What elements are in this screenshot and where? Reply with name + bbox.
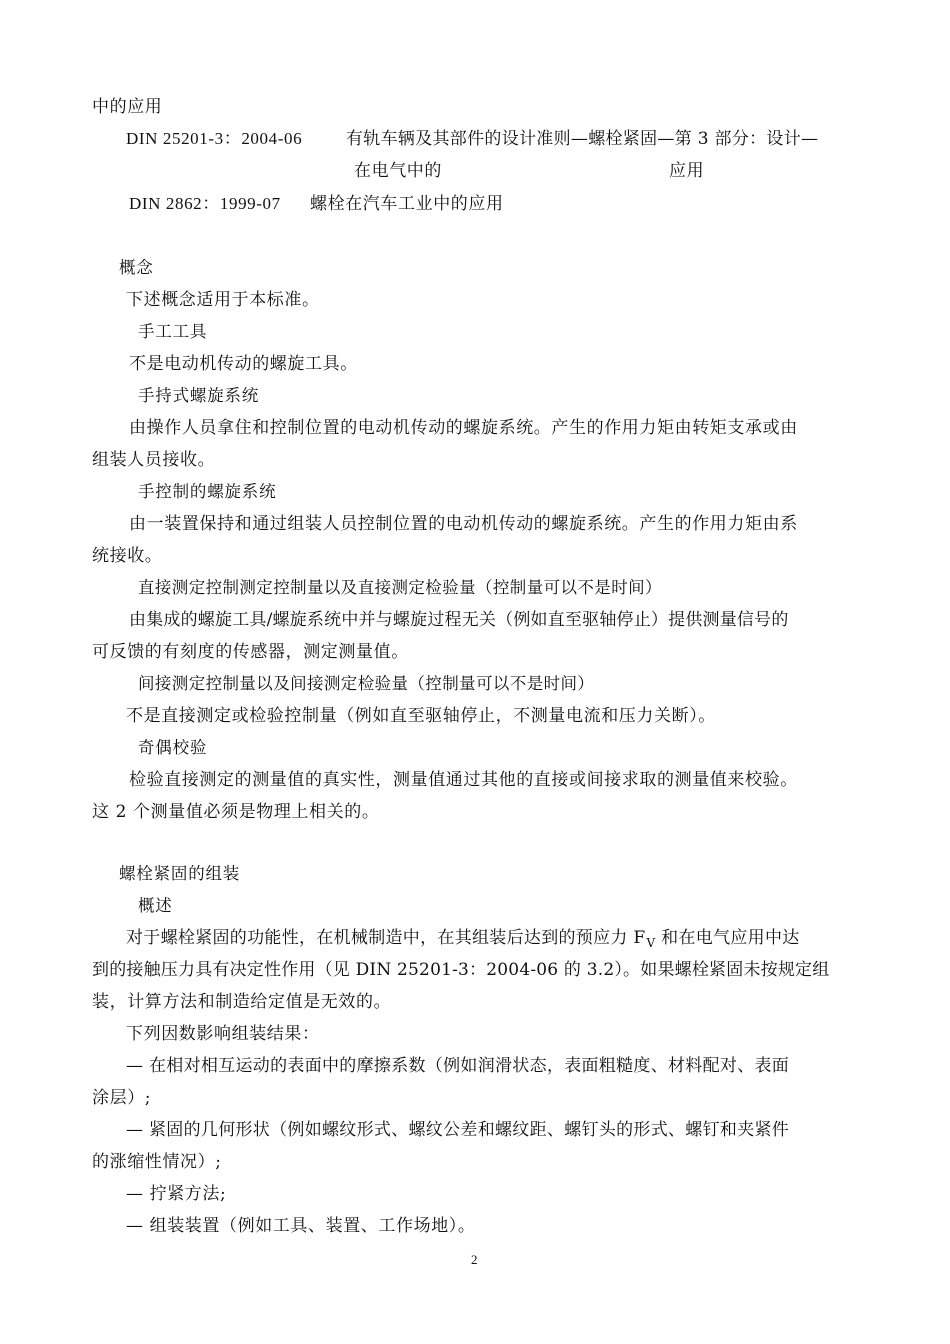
term-heading: 奇偶校验 bbox=[138, 738, 208, 757]
paragraph-line: 下述概念适用于本标准。 bbox=[126, 290, 320, 310]
paragraph-line: 由操作人员拿住和控制位置的电动机传动的螺旋系统。产生的作用力矩由转矩支承或由 bbox=[129, 418, 798, 438]
reference-title: 在电气中的 bbox=[354, 161, 442, 181]
term-heading: 手持式螺旋系统 bbox=[138, 386, 260, 405]
paragraph-line: 不是直接测定或检验控制量（例如直至驱轴停止，不测量电流和压力关断）。 bbox=[126, 706, 716, 726]
paragraph-line: 这 2 个测量值必须是物理上相关的。 bbox=[92, 802, 380, 822]
list-item-continuation: 的涨缩性情况）; bbox=[92, 1152, 222, 1172]
list-item: — 拧紧方法; bbox=[126, 1184, 227, 1204]
reference-title: 有轨车辆及其部件的设计准则—螺栓紧固—第 3 部分：设计— bbox=[346, 129, 819, 149]
term-heading: 手工工具 bbox=[138, 322, 208, 341]
subsection-heading: 概述 bbox=[138, 896, 173, 915]
reference-code: DIN 2862：1999-07 bbox=[129, 194, 281, 213]
reference-title: 螺栓在汽车工业中的应用 bbox=[310, 194, 504, 214]
reference-code: DIN 25201-3：2004-06 bbox=[126, 129, 303, 148]
section-heading: 概念 bbox=[119, 258, 154, 277]
paragraph-line: 由一装置保持和通过组装人员控制位置的电动机传动的螺旋系统。产生的作用力矩由系 bbox=[129, 514, 798, 534]
page-number: 2 bbox=[471, 1252, 478, 1267]
reference-title: 应用 bbox=[669, 161, 705, 181]
list-item-continuation: 涂层）; bbox=[92, 1088, 152, 1108]
subscript: V bbox=[646, 936, 656, 950]
paragraph-line: 组装人员接收。 bbox=[92, 450, 216, 470]
term-heading: 手控制的螺旋系统 bbox=[138, 482, 277, 501]
term-heading: 间接测定控制量以及间接测定检验量（控制量可以不是时间） bbox=[138, 674, 595, 693]
term-heading: 直接测定控制测定控制量以及直接测定检验量（控制量可以不是时间） bbox=[138, 578, 662, 597]
paragraph-line: 下列因数影响组装结果： bbox=[126, 1024, 320, 1044]
section-heading: 螺栓紧固的组装 bbox=[119, 864, 241, 883]
paragraph-line: 检验直接测定的测量值的真实性，测量值通过其他的直接或间接求取的测量值来校验。 bbox=[129, 770, 798, 790]
list-item: — 在相对相互运动的表面中的摩擦系数（例如润滑状态，表面粗糙度、材料配对、表面 bbox=[126, 1056, 790, 1076]
paragraph-text: 对于螺栓紧固的功能性，在机械制造中，在其组装后达到的预应力 F bbox=[126, 928, 646, 948]
paragraph-line: 由集成的螺旋工具/螺旋系统中并与螺旋过程无关（例如直至驱轴停止）提供测量信号的 bbox=[129, 610, 789, 630]
list-item: — 组装装置（例如工具、装置、工作场地）。 bbox=[126, 1216, 476, 1236]
paragraph-line bbox=[126, 926, 800, 955]
paragraph-line: 统接收。 bbox=[92, 546, 163, 566]
list-item: — 紧固的几何形状（例如螺纹形式、螺纹公差和螺纹距、螺钉头的形式、螺钉和夹紧件 bbox=[126, 1120, 790, 1140]
paragraph-text: 和在电气应用中达 bbox=[655, 928, 800, 948]
paragraph-line: 到的接触压力具有决定性作用（见 DIN 25201-3：2004-06 的 3.2）。如果螺栓紧固未按规定组 bbox=[92, 960, 830, 980]
reference-continuation: 中的应用 bbox=[92, 97, 163, 117]
paragraph-line: 装，计算方法和制造给定值是无效的。 bbox=[92, 992, 392, 1012]
paragraph-line: 可反馈的有刻度的传感器，测定测量值。 bbox=[92, 642, 409, 662]
paragraph-line: 不是电动机传动的螺旋工具。 bbox=[129, 354, 358, 374]
